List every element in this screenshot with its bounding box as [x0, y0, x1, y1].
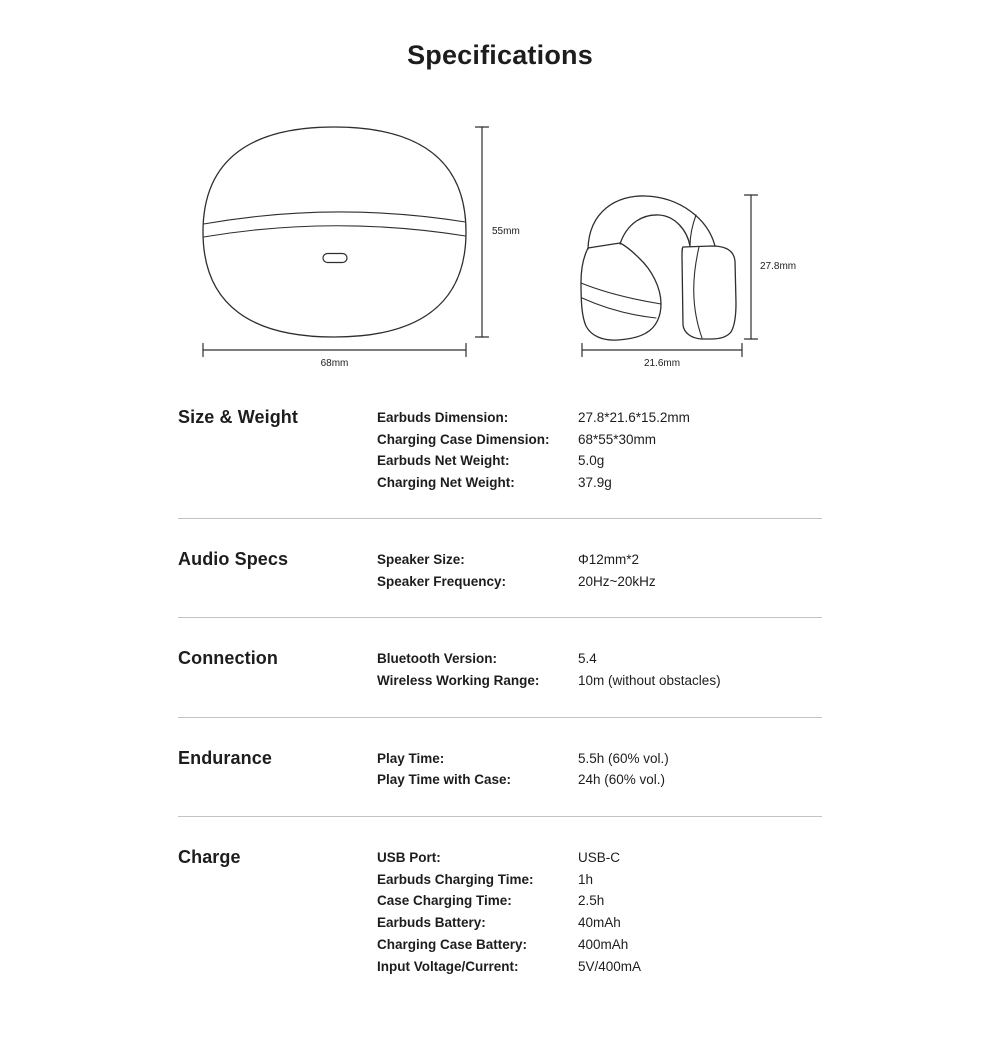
- spec-value: 5.4: [578, 651, 597, 667]
- spec-label: Charging Net Weight:: [377, 475, 515, 491]
- spec-label: Wireless Working Range:: [377, 672, 540, 688]
- spec-row: [377, 571, 822, 593]
- spec-value: 5.5h (60% vol.): [578, 750, 669, 766]
- spec-label: Earbuds Dimension:: [377, 410, 509, 425]
- case-width-dimension-label: 68mm: [320, 358, 349, 369]
- earbud-width-dimension-line: [582, 344, 742, 357]
- earbud-width-dimension-label: 21.6mm: [643, 358, 681, 369]
- spec-value: USB-C: [578, 850, 621, 866]
- spec-label: Bluetooth Version:: [377, 651, 498, 667]
- spec-value: 1h: [578, 871, 594, 887]
- earbud-speaker-outline: [682, 246, 736, 339]
- earbud-hook-inner: [620, 215, 690, 246]
- spec-table: [178, 407, 822, 1002]
- case-seam-upper: [204, 212, 466, 224]
- product-diagrams: [0, 94, 1000, 394]
- spec-row: [377, 748, 822, 770]
- spec-value: 5V/400mA: [578, 958, 642, 974]
- spec-value: 68*55*30mm: [578, 431, 657, 447]
- spec-value: 40mAh: [578, 915, 621, 931]
- case-width-dimension-line: [203, 344, 466, 357]
- page-title: Specifications: [407, 40, 593, 70]
- spec-row: [377, 429, 822, 451]
- case-height-dimension-label: 55mm: [492, 226, 520, 237]
- spec-label: USB Port:: [377, 850, 441, 866]
- spec-value: 24h (60% vol.): [578, 772, 666, 788]
- spec-value: 20Hz~20kHz: [578, 573, 656, 589]
- spec-label: Speaker Size:: [377, 551, 465, 567]
- spec-section-rows: [377, 748, 822, 791]
- spec-section-title: Endurance: [178, 747, 272, 768]
- spec-row: [377, 407, 822, 429]
- earbud-body-seam-upper: [581, 283, 661, 304]
- spec-section: [178, 518, 822, 617]
- spec-section: [178, 717, 822, 816]
- spec-section-rows: [377, 549, 822, 592]
- spec-value: 27.8*21.6*15.2mm: [578, 410, 690, 425]
- earbud-drawing: [581, 196, 736, 340]
- spec-row: [377, 670, 822, 692]
- earbud-hook-outer: [588, 196, 715, 249]
- specifications-page: [0, 40, 1000, 1002]
- spec-value: 10m (without obstacles): [578, 672, 721, 688]
- spec-row: [377, 869, 822, 891]
- spec-label: Play Time:: [377, 750, 445, 766]
- spec-label: Input Voltage/Current:: [377, 958, 519, 974]
- spec-section-title: Connection: [178, 648, 278, 669]
- spec-value: 5.0g: [578, 453, 605, 469]
- spec-label: Earbuds Battery:: [377, 915, 486, 931]
- spec-label: Speaker Frequency:: [377, 573, 507, 589]
- earbud-hook-seam: [690, 215, 696, 246]
- case-outline: [203, 127, 466, 337]
- spec-value: 37.9g: [578, 475, 612, 491]
- spec-section-rows: [377, 847, 822, 977]
- spec-row: [377, 549, 822, 571]
- earbud-height-dimension-label: 27.8mm: [760, 261, 797, 272]
- charging-case-drawing: [203, 127, 466, 337]
- spec-section-title: Size & Weight: [178, 407, 298, 427]
- spec-label: Earbuds Charging Time:: [377, 871, 534, 887]
- spec-row: [377, 450, 822, 472]
- spec-section-rows: [377, 407, 822, 494]
- spec-section-rows: [377, 648, 822, 691]
- spec-label: Charging Case Dimension:: [377, 431, 550, 447]
- case-height-dimension-line: [476, 127, 489, 337]
- earbud-height-dimension-line: [745, 195, 758, 339]
- spec-value: Φ12mm*2: [578, 551, 640, 567]
- spec-section: [178, 816, 822, 1002]
- line-drawings-canvas: [0, 94, 1000, 394]
- spec-value: 2.5h: [578, 893, 605, 909]
- spec-label: Case Charging Time:: [377, 893, 512, 909]
- spec-row: [377, 956, 822, 978]
- spec-row: [377, 890, 822, 912]
- spec-row: [377, 648, 822, 670]
- spec-label: Earbuds Net Weight:: [377, 453, 510, 469]
- spec-row: [377, 912, 822, 934]
- spec-row: [377, 769, 822, 791]
- spec-section-title: Charge: [178, 847, 241, 868]
- spec-section: [178, 617, 822, 716]
- spec-value: 400mAh: [578, 936, 629, 952]
- earbud-body: [581, 243, 661, 340]
- earbud-speaker-seam: [694, 247, 702, 338]
- spec-label: Charging Case Battery:: [377, 936, 528, 952]
- spec-section: [178, 407, 822, 518]
- spec-row: [377, 847, 822, 869]
- spec-section-title: Audio Specs: [178, 548, 289, 569]
- spec-row: [377, 472, 822, 494]
- case-seam-lower: [204, 226, 466, 237]
- spec-label: Play Time with Case:: [377, 772, 512, 788]
- case-button: [323, 254, 347, 263]
- spec-row: [377, 934, 822, 956]
